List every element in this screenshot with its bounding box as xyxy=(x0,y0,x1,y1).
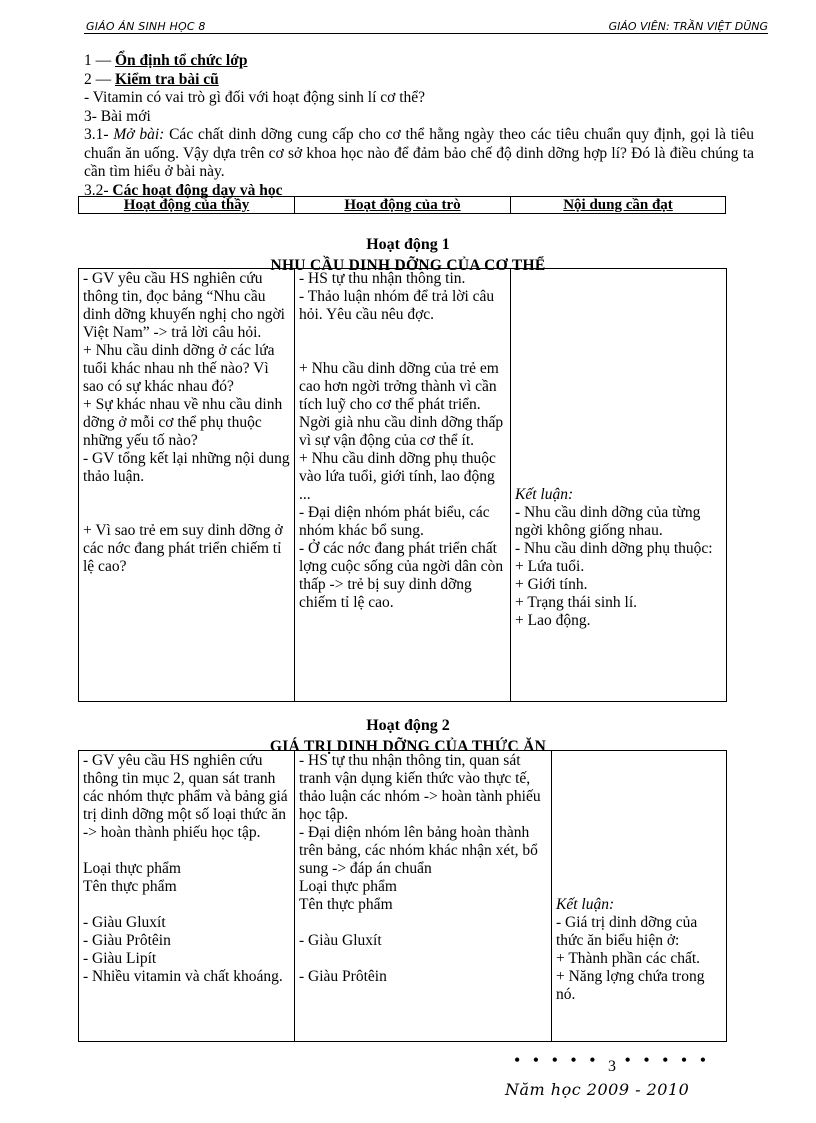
table-header-content: Nội dung cần đạt xyxy=(563,197,673,213)
activity1-teacher-cell xyxy=(79,269,295,702)
activity1-student-para: - HS tự thu nhận thông tin. xyxy=(299,270,466,287)
activity2-teacher-spacer xyxy=(83,842,290,860)
activity2-student-spacer xyxy=(299,950,547,968)
intro-line-6-heading: Các hoạt động dạy và học xyxy=(112,181,283,199)
activity2-student-cell xyxy=(295,751,552,1042)
activity1-student-cell xyxy=(295,269,511,702)
intro-line-5 xyxy=(84,126,754,182)
activity1-conclusion-item: - Nhu cầu dinh dỡng của từng ngời không giống nhau. xyxy=(515,504,701,539)
footer-dots-left: • • • • • xyxy=(514,1050,600,1070)
intro-line-2 xyxy=(84,71,754,90)
activity1-content-spacer xyxy=(515,270,722,486)
activity1-student-para: + Nhu cầu dinh dỡng của trẻ em cao hơn ngời trởng thành vì cần tích luỹ cho cơ thể phát triển. Ngời già nhu cầu dinh dỡng thấp vì sự vận động của cơ thể ít. xyxy=(299,360,504,449)
activity1-conclusion-item: + Lứa tuổi. xyxy=(515,558,585,575)
intro-line-1-number: 1 — xyxy=(84,52,115,69)
header-right-teacher: GIÁO VIÊN: TRẦN VIỆT DŨNG xyxy=(608,20,768,33)
footer-school-year: Năm học 2009 - 2010 xyxy=(505,1080,690,1099)
activity2-subtitle: GIÁ TRỊ DINH DỠNG CỦA THỨC ĂN xyxy=(269,738,547,755)
activity1-conclusion-label: Kết luận: xyxy=(515,486,574,503)
header-left-title: GIÁO ÁN SINH HỌC 8 xyxy=(86,20,206,33)
activity1-teacher-para: - GV tổng kết lại những nội dung thảo luận. xyxy=(83,450,290,485)
activity1-teacher-para: + Nhu cầu dinh dỡng ở các lứa tuổi khác nhau nh thế nào? Vì sao có sự khác nhau đó? xyxy=(83,342,275,395)
intro-line-5-label: Mở bài: xyxy=(113,126,165,143)
activity2-content-spacer xyxy=(556,752,722,896)
activity2-teacher-para: - Giàu Gluxít xyxy=(83,914,166,931)
activity2-teacher-para: - GV yêu cầu HS nghiên cứu thông tin mục 2, quan sát tranh các nhóm thực phẩm và bảng giá trị dinh dỡng một số loại thức ăn -> hoàn thành phiếu học tập. xyxy=(83,752,288,841)
activity2-content-cell xyxy=(552,751,727,1042)
activity2-student-para: Loại thực phẩm xyxy=(299,878,397,895)
activity2-title: Hoạt động 2 xyxy=(366,717,450,734)
activity2-student-para: - Giàu Prôtêin xyxy=(299,968,387,985)
activity1-student-para: - Đại diện nhóm phát biểu, các nhóm khác bổ sung. xyxy=(299,504,490,539)
activity1-teacher-para: - GV yêu cầu HS nghiên cứu thông tin, đọc bảng “Nhu cầu dinh dỡng khuyến nghị cho ngời Việt Nam” -> trả lời câu hỏi. xyxy=(83,270,285,341)
activity2-conclusion-item: + Năng lợng chứa trong nó. xyxy=(556,968,705,1003)
activity2-student-para: - HS tự thu nhận thông tin, quan sát tranh vận dụng kiến thức vào thực tế, thảo luận các nhóm -> hoàn tành phiếu học tập. xyxy=(299,752,541,823)
intro-line-3: - Vitamin có vai trò gì đối với hoạt động sinh lí cơ thể? xyxy=(84,89,426,106)
table-header-teacher: Hoạt động của thầy xyxy=(79,197,295,213)
footer-page-number: 3 xyxy=(608,1058,617,1075)
activity1-student-para: - Ở các nớc đang phát triển chất lợng cuộc sống của ngời dân còn thấp -> trẻ bị suy dinh dỡng chiếm tỉ lệ cao. xyxy=(299,540,504,611)
activity1-conclusion-item: + Giới tính. xyxy=(515,576,588,593)
activity1-conclusion-item: + Lao động. xyxy=(515,612,591,629)
intro-section xyxy=(84,52,754,200)
activity2-conclusion-item: + Thành phần các chất. xyxy=(556,950,701,967)
intro-line-6-prefix: 3.2- xyxy=(84,181,113,199)
activity2-teacher-para: - Giàu Lipít xyxy=(83,950,157,967)
header-rule xyxy=(84,33,768,34)
activity1-student-para: + Nhu cầu dinh dỡng phụ thuộc vào lứa tuổi, giới tính, lao động ... xyxy=(299,450,496,503)
intro-line-1-heading: Ổn định tổ chức lớp xyxy=(115,52,248,69)
activity1-conclusion-item: + Trạng thái sinh lí. xyxy=(515,594,637,611)
intro-line-5-text: Các chất dinh dỡng cung cấp cho cơ thể hằng ngày theo các tiêu chuẩn quy định, gọi là tiêu chuẩn ăn uống. Vậy dựa trên cơ sở khoa học nào để đảm bảo chế độ dinh dỡng hợp lí? Đó là điều chúng ta cần tìm hiểu ở bài này. xyxy=(84,126,754,180)
activity1-subtitle: NHU CẦU DINH DỠNG CỦA CƠ THỂ xyxy=(270,257,546,274)
activity2-teacher-para: Loại thực phẩm xyxy=(83,860,181,877)
intro-line-1 xyxy=(84,52,754,71)
activity2-student-para: Tên thực phẩm xyxy=(299,896,393,913)
activity2-teacher-para: Tên thực phẩm xyxy=(83,878,177,895)
intro-line-4: 3- Bài mới xyxy=(84,107,151,125)
activity2-student-para: - Giàu Gluxít xyxy=(299,932,382,949)
intro-line-2-heading: Kiểm tra bài cũ xyxy=(115,70,219,88)
intro-line-5-prefix: 3.1- xyxy=(84,126,114,143)
activity2-teacher-para: - Nhiều vitamin và chất khoáng. xyxy=(83,968,283,985)
intro-line-2-number: 2 — xyxy=(84,70,115,88)
table-header-student: Hoạt động của trò xyxy=(295,197,511,213)
activity2-student-para: - Đại diện nhóm lên bảng hoàn thành trên bảng, các nhóm khác nhận xét, bổ sung -> đáp án chuẩn xyxy=(299,824,538,877)
activity2-conclusion-item: - Giá trị dinh dỡng của thức ăn biểu hiện ở: xyxy=(556,914,698,949)
activity1-teacher-para: + Vì sao trẻ em suy dinh dỡng ở các nớc đang phát triển chiếm tỉ lệ cao? xyxy=(83,522,283,575)
activity2-conclusion-label: Kết luận: xyxy=(556,896,615,913)
footer-dots-right: • • • • • xyxy=(624,1050,711,1070)
activity2-teacher-spacer xyxy=(83,896,290,914)
activity1-teacher-para: + Sự khác nhau về nhu cầu dinh dỡng ở mỗi cơ thể phụ thuộc những yếu tố nào? xyxy=(83,396,283,449)
activity1-title: Hoạt động 1 xyxy=(366,236,450,253)
activity2-teacher-cell xyxy=(79,751,295,1042)
activity1-table xyxy=(78,268,727,702)
footer-page-marker xyxy=(514,1050,711,1075)
activity2-table xyxy=(78,750,727,1042)
activity1-student-para: - Thảo luận nhóm để trả lời câu hỏi. Yêu cầu nêu đợc. xyxy=(299,288,495,323)
activity1-content-cell xyxy=(511,269,727,702)
activity1-conclusion-item: - Nhu cầu dinh dỡng phụ thuộc: xyxy=(515,540,713,557)
table-header xyxy=(78,196,726,214)
activity1-student-spacer xyxy=(299,324,506,360)
activity1-teacher-spacer xyxy=(83,486,290,522)
activity2-teacher-para: - Giàu Prôtêin xyxy=(83,932,171,949)
activity2-student-spacer xyxy=(299,914,547,932)
